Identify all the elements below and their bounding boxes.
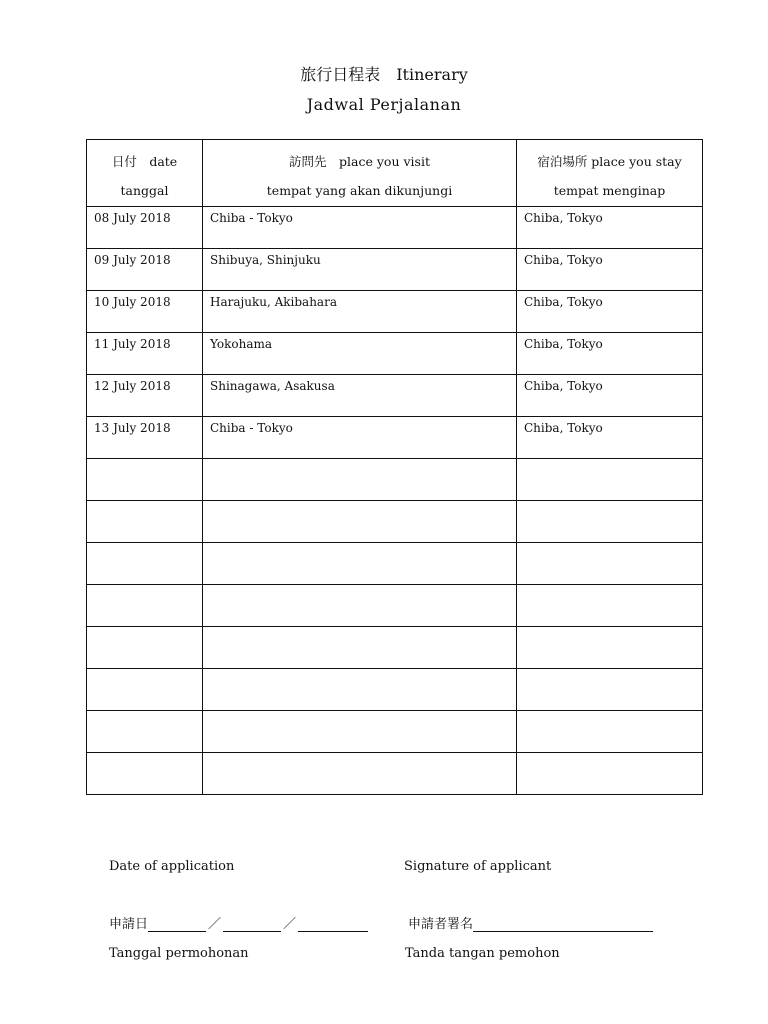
date-year-line[interactable]: [148, 917, 206, 932]
tanggal-permohonan-label: Tanggal permohonan: [109, 946, 249, 961]
table-row-empty: [87, 459, 703, 501]
header-visit-id: tempat yang akan dikunjungi: [266, 183, 453, 198]
cell-visit: Shibuya, Shinjuku: [203, 249, 517, 291]
header-visit: [203, 140, 517, 207]
cell-visit: [203, 543, 517, 585]
date-day-line[interactable]: [298, 917, 368, 932]
date-of-application-label: Date of application: [109, 859, 235, 874]
cell-date: [87, 711, 203, 753]
date-month-line[interactable]: [223, 917, 281, 932]
cell-date: 11 July 2018: [87, 333, 203, 375]
cell-stay: [517, 459, 703, 501]
cell-date: [87, 459, 203, 501]
cell-visit: Yokohama: [203, 333, 517, 375]
date-separator-1: ／: [208, 917, 222, 932]
table-row-empty: [87, 711, 703, 753]
cell-date: 09 July 2018: [87, 249, 203, 291]
cell-stay: [517, 501, 703, 543]
table-row-empty: [87, 501, 703, 543]
cell-stay: Chiba, Tokyo: [517, 375, 703, 417]
tanda-tangan-pemohon-label: Tanda tangan pemohon: [405, 946, 560, 961]
cell-visit: [203, 711, 517, 753]
document-subtitle: Jadwal Perjalanan: [306, 95, 462, 114]
itinerary-table: [86, 139, 703, 795]
header-stay: [517, 140, 703, 207]
table-row-empty: [87, 627, 703, 669]
cell-date: 08 July 2018: [87, 207, 203, 249]
cell-stay: Chiba, Tokyo: [517, 249, 703, 291]
cell-stay: Chiba, Tokyo: [517, 417, 703, 459]
cell-date: 12 July 2018: [87, 375, 203, 417]
signature-of-applicant-label: Signature of applicant: [404, 859, 552, 874]
header-visit-en: 訪問先 place you visit: [289, 154, 430, 169]
cell-visit: [203, 627, 517, 669]
signature-field: [408, 913, 653, 932]
cell-stay: [517, 585, 703, 627]
cell-date: [87, 543, 203, 585]
table-row-empty: [87, 585, 703, 627]
cell-visit: [203, 501, 517, 543]
signature-line[interactable]: [473, 917, 653, 932]
header-date: [87, 140, 203, 207]
cell-visit: Shinagawa, Asakusa: [203, 375, 517, 417]
date-separator-2: ／: [283, 917, 297, 932]
cell-visit: Chiba - Tokyo: [203, 417, 517, 459]
table-row-empty: [87, 753, 703, 795]
header-date-id: tanggal: [120, 183, 169, 198]
header-stay-en: 宿泊場所 place you stay: [537, 154, 682, 169]
table-header-row: [87, 140, 703, 207]
table-row-empty: [87, 669, 703, 711]
cell-stay: [517, 711, 703, 753]
application-date-field: [109, 913, 368, 932]
table-row: [87, 417, 703, 459]
header-stay-id: tempat menginap: [553, 183, 666, 198]
cell-stay: Chiba, Tokyo: [517, 291, 703, 333]
table-row: [87, 207, 703, 249]
cell-visit: [203, 585, 517, 627]
cell-date: 10 July 2018: [87, 291, 203, 333]
cell-date: [87, 585, 203, 627]
cell-visit: [203, 753, 517, 795]
date-jp-label: 申請日: [109, 917, 149, 932]
document-title: 旅行日程表 Itinerary: [300, 65, 468, 84]
cell-stay: [517, 669, 703, 711]
table-row: [87, 333, 703, 375]
cell-stay: [517, 627, 703, 669]
cell-date: [87, 627, 203, 669]
table-row: [87, 375, 703, 417]
cell-stay: Chiba, Tokyo: [517, 333, 703, 375]
cell-stay: [517, 543, 703, 585]
cell-date: [87, 501, 203, 543]
table-row: [87, 249, 703, 291]
cell-date: [87, 669, 203, 711]
table-row: [87, 291, 703, 333]
cell-visit: Harajuku, Akibahara: [203, 291, 517, 333]
cell-stay: Chiba, Tokyo: [517, 207, 703, 249]
cell-date: [87, 753, 203, 795]
cell-visit: [203, 459, 517, 501]
cell-date: 13 July 2018: [87, 417, 203, 459]
cell-visit: Chiba - Tokyo: [203, 207, 517, 249]
table-row-empty: [87, 543, 703, 585]
cell-visit: [203, 669, 517, 711]
signature-jp-label: 申請者署名: [408, 917, 474, 932]
cell-stay: [517, 753, 703, 795]
header-date-en: 日付 date: [111, 154, 178, 169]
